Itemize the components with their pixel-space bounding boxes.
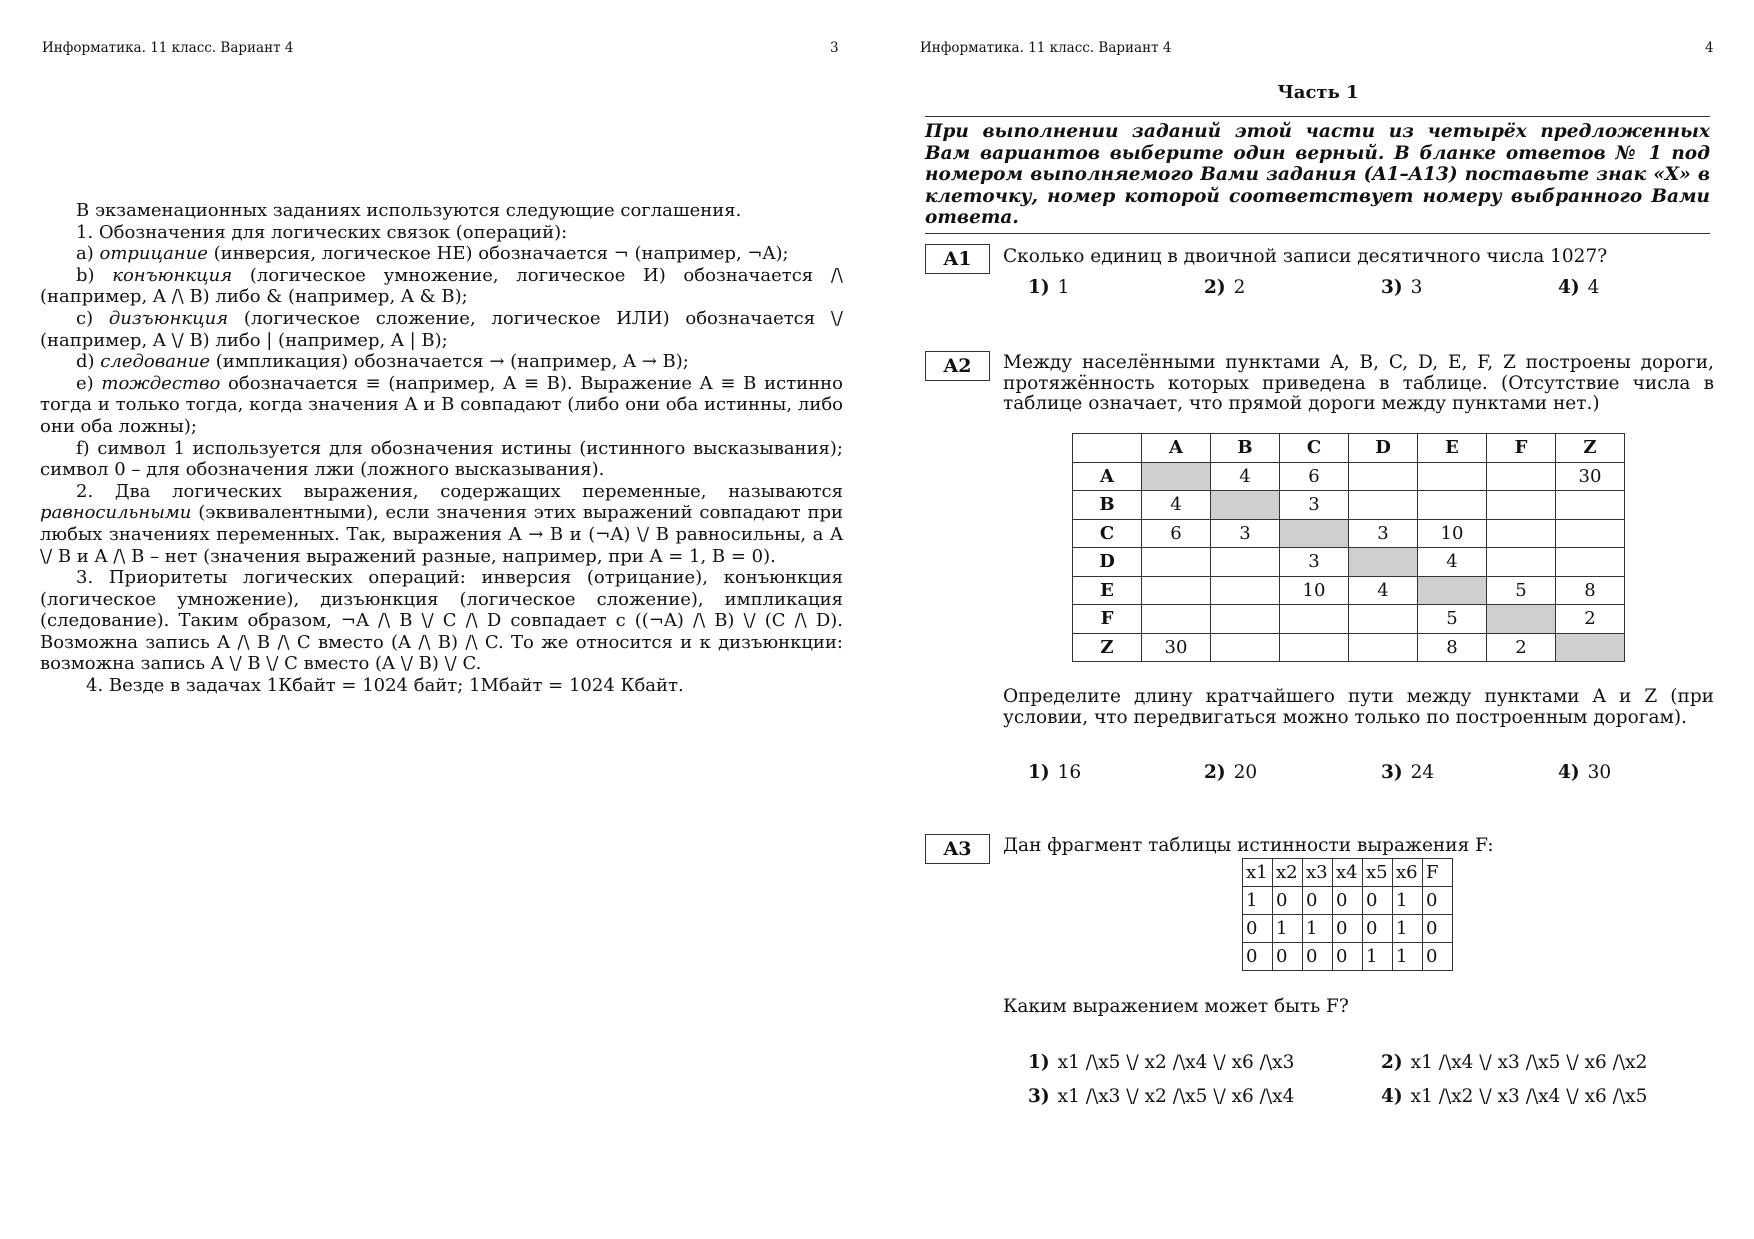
roads-table-row	[1073, 633, 1625, 662]
truth-table-cell: 0	[1363, 915, 1393, 943]
roads-cell	[1211, 605, 1280, 634]
truth-table-cell: 1	[1393, 915, 1423, 943]
truth-table-row	[1243, 943, 1453, 971]
roads-table-header: A	[1142, 434, 1211, 463]
conventions-p4: 4. Везде в задачах 1Кбайт = 1024 байт; 1Мбайт = 1024 Кбайт.	[86, 675, 684, 697]
roads-cell	[1349, 605, 1418, 634]
part-title: Часть 1	[1277, 82, 1359, 103]
question-a1-text: Сколько единиц в двоичной записи десятичного числа 1027?	[1003, 246, 1608, 267]
question-tag-a1: A1	[925, 244, 990, 274]
truth-table	[1242, 858, 1453, 971]
a1-option-4: 4) 4	[1558, 277, 1600, 298]
roads-cell	[1211, 633, 1280, 662]
roads-cell: 2	[1487, 633, 1556, 662]
roads-cell	[1280, 605, 1349, 634]
roads-cell-diagonal	[1349, 548, 1418, 577]
truth-table-row	[1243, 887, 1453, 915]
roads-cell	[1349, 462, 1418, 491]
roads-row-label: B	[1073, 491, 1142, 520]
roads-cell: 6	[1142, 519, 1211, 548]
instructions-top-rule	[925, 116, 1710, 117]
roads-cell: 2	[1556, 605, 1625, 634]
a3-option-4: 4) x1 /\x2 \/ x3 /\x4 \/ x6 /\x5	[1381, 1086, 1648, 1107]
roads-row-label: F	[1073, 605, 1142, 634]
roads-table-row	[1073, 605, 1625, 634]
roads-table-row	[1073, 491, 1625, 520]
roads-table-row	[1073, 576, 1625, 605]
a1-option-2: 2) 2	[1204, 277, 1246, 298]
roads-cell	[1487, 491, 1556, 520]
roads-cell: 4	[1349, 576, 1418, 605]
roads-cell: 5	[1418, 605, 1487, 634]
truth-table-cell: 0	[1423, 915, 1453, 943]
roads-row-label: A	[1073, 462, 1142, 491]
a3-option-1: 1) x1 /\x5 \/ x2 /\x4 \/ x6 /\x3	[1028, 1052, 1295, 1073]
truth-table-cell: 1	[1393, 943, 1423, 971]
roads-cell	[1349, 633, 1418, 662]
truth-table-cell: 1	[1363, 943, 1393, 971]
a2-option-2: 2) 20	[1204, 762, 1258, 783]
roads-cell: 4	[1418, 548, 1487, 577]
truth-table-header: x6	[1393, 859, 1423, 887]
roads-cell	[1487, 519, 1556, 548]
roads-cell-diagonal	[1211, 491, 1280, 520]
truth-table-cell: 0	[1423, 887, 1453, 915]
roads-cell	[1142, 548, 1211, 577]
conventions-p2: 2. Два логических выражения, содержащих переменные, называются равносильными (эквивалентными), если значения этих выражений совпадают при любых значениях переменных. Так, выражения A → B и (¬A) \/ B равносильны, а A \/ B и A /\ B – нет (значения выражений разные, например, при A = 1, B = 0).	[40, 480, 843, 567]
truth-table-header-row	[1243, 859, 1453, 887]
right-page-number: 4	[1705, 40, 1714, 56]
truth-table-cell: 0	[1303, 943, 1333, 971]
truth-table-cell: 0	[1243, 943, 1273, 971]
roads-cell: 3	[1211, 519, 1280, 548]
conventions-e: e) тождество обозначается ≡ (например, A ≡ B). Выражение A ≡ B истинно тогда и только тогда, когда значения A и B совпадают (либо они оба истинны, либо они оба ложны);	[40, 372, 843, 437]
truth-table-cell: 0	[1243, 915, 1273, 943]
roads-table-header: B	[1211, 434, 1280, 463]
truth-table-cell: 1	[1393, 887, 1423, 915]
left-page-number: 3	[830, 40, 839, 56]
roads-cell: 4	[1211, 462, 1280, 491]
roads-row-label: E	[1073, 576, 1142, 605]
roads-cell-diagonal	[1280, 519, 1349, 548]
a1-option-1: 1) 1	[1028, 277, 1070, 298]
roads-cell	[1142, 605, 1211, 634]
truth-table-header: F	[1423, 859, 1453, 887]
conventions-f: f) символ 1 используется для обозначения истины (истинного высказывания); символ 0 – для обозначения лжи (ложного высказывания).	[40, 437, 843, 481]
roads-cell: 3	[1349, 519, 1418, 548]
roads-cell	[1280, 633, 1349, 662]
roads-cell	[1418, 462, 1487, 491]
roads-cell-diagonal	[1142, 462, 1211, 491]
roads-cell	[1349, 491, 1418, 520]
truth-table-header: x2	[1273, 859, 1303, 887]
roads-table	[1072, 433, 1625, 662]
roads-table-row	[1073, 462, 1625, 491]
question-a2-followup: Определите длину кратчайшего пути между пунктами A и Z (при условии, что передвигаться можно только по построенным дорогам).	[1003, 686, 1714, 728]
roads-cell: 5	[1487, 576, 1556, 605]
conventions-a: a) отрицание (инверсия, логическое НЕ) обозначается ¬ (например, ¬A);	[76, 243, 789, 265]
conventions-d: d) следование (импликация) обозначается → (например, A → B);	[76, 351, 689, 373]
roads-cell	[1142, 576, 1211, 605]
roads-cell: 10	[1418, 519, 1487, 548]
roads-row-label: Z	[1073, 633, 1142, 662]
conventions-intro: В экзаменационных заданиях используются следующие соглашения.	[76, 200, 742, 221]
a2-option-3: 3) 24	[1381, 762, 1435, 783]
truth-table-cell: 0	[1273, 943, 1303, 971]
roads-cell: 6	[1280, 462, 1349, 491]
roads-cell: 3	[1280, 491, 1349, 520]
roads-table-row	[1073, 519, 1625, 548]
truth-table-cell: 0	[1333, 887, 1363, 915]
roads-table-header: E	[1418, 434, 1487, 463]
truth-table-row	[1243, 915, 1453, 943]
roads-table-row	[1073, 548, 1625, 577]
question-a3-text: Дан фрагмент таблицы истинности выражения F:	[1003, 835, 1494, 856]
question-a2-text: Между населёнными пунктами A, B, C, D, E, F, Z построены дороги, протяжённость которых приведена в таблице. (Отсутствие числа в таблице означает, что прямой дороги между пунктами нет.)	[1003, 352, 1714, 414]
roads-cell	[1418, 491, 1487, 520]
roads-table-header: Z	[1556, 434, 1625, 463]
truth-table-cell: 1	[1303, 915, 1333, 943]
roads-table-header: D	[1349, 434, 1418, 463]
roads-row-label: D	[1073, 548, 1142, 577]
conventions-p3: 3. Приоритеты логических операций: инверсия (отрицание), конъюнкция (логическое умножение), дизъюнкция (логическое сложение), импликация (следование). Таким образом, ¬A /\ B \/ C /\ D совпадает с ((¬A) /\ B) \/ (C /\ D). Возможна запись A /\ B /\ C вместо (A /\ B) /\ C. То же относится и к дизъюнкции: возможна запись A \/ B \/ C вместо (A \/ B) \/ C.	[40, 567, 843, 675]
truth-table-cell: 1	[1243, 887, 1273, 915]
roads-table-header: C	[1280, 434, 1349, 463]
a1-option-3: 3) 3	[1381, 277, 1423, 298]
truth-table-header: x5	[1363, 859, 1393, 887]
truth-table-header: x1	[1243, 859, 1273, 887]
a3-option-3: 3) x1 /\x3 \/ x2 /\x5 \/ x6 /\x4	[1028, 1086, 1295, 1107]
conventions-b: b) конъюнкция (логическое умножение, логическое И) обозначается /\ (например, A /\ B) либо & (например, A & B);	[40, 264, 843, 308]
a2-option-1: 1) 16	[1028, 762, 1082, 783]
roads-cell	[1211, 548, 1280, 577]
roads-cell: 30	[1556, 462, 1625, 491]
right-page-header: Информатика. 11 класс. Вариант 4	[920, 40, 1172, 56]
question-tag-a2: A2	[925, 351, 990, 381]
roads-cell	[1487, 462, 1556, 491]
truth-table-cell: 0	[1333, 943, 1363, 971]
instructions-bottom-rule	[925, 233, 1710, 234]
roads-cell-diagonal	[1487, 605, 1556, 634]
roads-cell: 8	[1556, 576, 1625, 605]
conventions-block	[40, 200, 843, 697]
roads-cell	[1487, 548, 1556, 577]
roads-cell	[1556, 548, 1625, 577]
truth-table-cell: 0	[1303, 887, 1333, 915]
roads-cell-diagonal	[1418, 576, 1487, 605]
roads-cell: 3	[1280, 548, 1349, 577]
conventions-c: c) дизъюнкция (логическое сложение, логическое ИЛИ) обозначается \/ (например, A \/ B) либо | (например, A | B);	[40, 307, 843, 351]
left-page-header: Информатика. 11 класс. Вариант 4	[42, 40, 294, 56]
truth-table-header: x3	[1303, 859, 1333, 887]
roads-row-label: C	[1073, 519, 1142, 548]
a2-option-4: 4) 30	[1558, 762, 1612, 783]
roads-cell: 10	[1280, 576, 1349, 605]
roads-table-header: F	[1487, 434, 1556, 463]
roads-table-corner	[1073, 434, 1142, 463]
truth-table-cell: 0	[1363, 887, 1393, 915]
truth-table-cell: 0	[1333, 915, 1363, 943]
truth-table-cell: 1	[1273, 915, 1303, 943]
conventions-p1: 1. Обозначения для логических связок (операций):	[76, 221, 568, 243]
roads-cell	[1556, 491, 1625, 520]
roads-cell: 8	[1418, 633, 1487, 662]
truth-table-cell: 0	[1273, 887, 1303, 915]
roads-cell: 4	[1142, 491, 1211, 520]
roads-cell-diagonal	[1556, 633, 1625, 662]
truth-table-header: x4	[1333, 859, 1363, 887]
question-a3-followup: Каким выражением может быть F?	[1003, 996, 1349, 1017]
truth-table-cell: 0	[1423, 943, 1453, 971]
instructions-text: При выполнении заданий этой части из четырёх предложенных Вам вариантов выберите один верный. В бланке ответов № 1 под номером выполняемого Вами задания (A1–A13) поставьте знак «X» в клеточку, номер которой соответствует номеру выбранного Вами ответа.	[925, 121, 1710, 228]
roads-cell: 30	[1142, 633, 1211, 662]
roads-table-header-row	[1073, 434, 1625, 463]
roads-cell	[1556, 519, 1625, 548]
question-tag-a3: A3	[925, 834, 990, 864]
roads-cell	[1211, 576, 1280, 605]
a3-option-2: 2) x1 /\x4 \/ x3 /\x5 \/ x6 /\x2	[1381, 1052, 1648, 1073]
